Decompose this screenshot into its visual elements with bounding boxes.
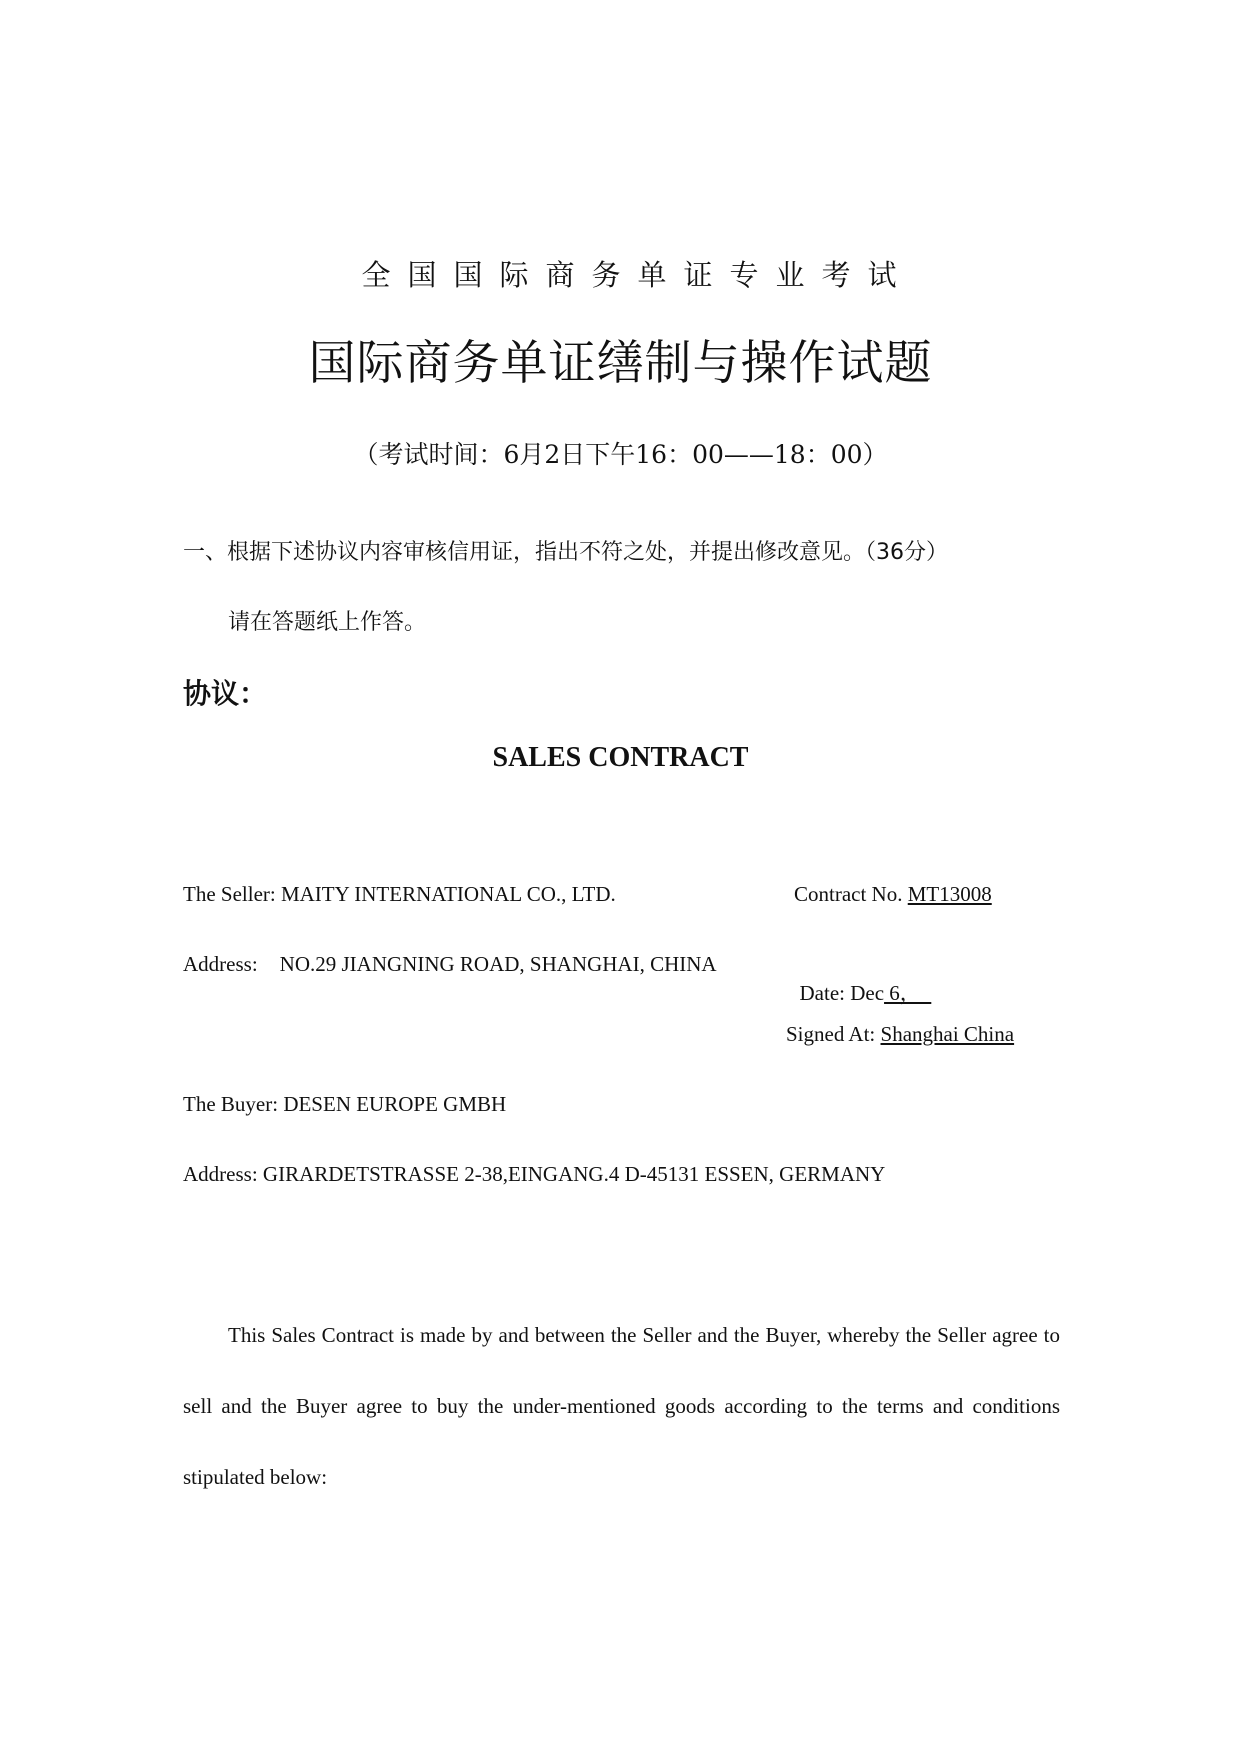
contract-no-line (794, 882, 992, 907)
seller-address-label: Address: (183, 952, 258, 976)
buyer-line (183, 1092, 506, 1117)
signed-at-label: Signed At: (786, 1022, 881, 1046)
contract-title: SALES CONTRACT (492, 742, 749, 773)
seller-address-line (183, 952, 717, 977)
answer-instruction: 请在答题纸上作答。 (228, 610, 427, 635)
seller-line (183, 882, 616, 907)
buyer-address-label: Address: (183, 1162, 263, 1186)
seller-address: NO.29 JIANGNING ROAD, SHANGHAI, CHINA (279, 952, 717, 976)
date-label: Date: Dec (799, 981, 885, 1005)
exam-title: 国际商务单证缮制与操作试题 (308, 336, 933, 391)
contract-body-paragraph: This Sales Contract is made by and between the Seller and the Buyer, whereby the Seller agree to sell and the Buyer agree to buy the under-mentioned goods according to the terms and conditions stipulated below: (183, 1323, 1060, 1489)
contract-no-value: MT13008 (907, 882, 992, 906)
exam-organization: 全国国际商务单证专业考试 (361, 258, 914, 292)
buyer-address-line (183, 1162, 885, 1187)
question-one: 一、根据下述协议内容审核信用证，指出不符之处，并提出修改意见。（36分） (183, 540, 948, 565)
signed-at-line (786, 1022, 1014, 1047)
contract-no-label: Contract No. (794, 882, 908, 906)
buyer-address: GIRARDETSTRASSE 2-38,EINGANG.4 D-45131 ESSEN, GERMANY (262, 1162, 886, 1186)
exam-time: （考试时间：6月2日下午16：00——18：00） (353, 440, 888, 469)
seller-label: The Seller: (183, 882, 281, 906)
date-value: 6， (884, 981, 932, 1005)
buyer-label: The Buyer: (183, 1092, 284, 1116)
agreement-label: 协议： (183, 677, 268, 710)
buyer-name: DESEN EUROPE GMBH (283, 1092, 507, 1116)
date-line (789, 952, 931, 1007)
signed-at-place: Shanghai China (880, 1022, 1015, 1046)
seller-name: MAITY INTERNATIONAL CO., LTD. (280, 882, 616, 906)
